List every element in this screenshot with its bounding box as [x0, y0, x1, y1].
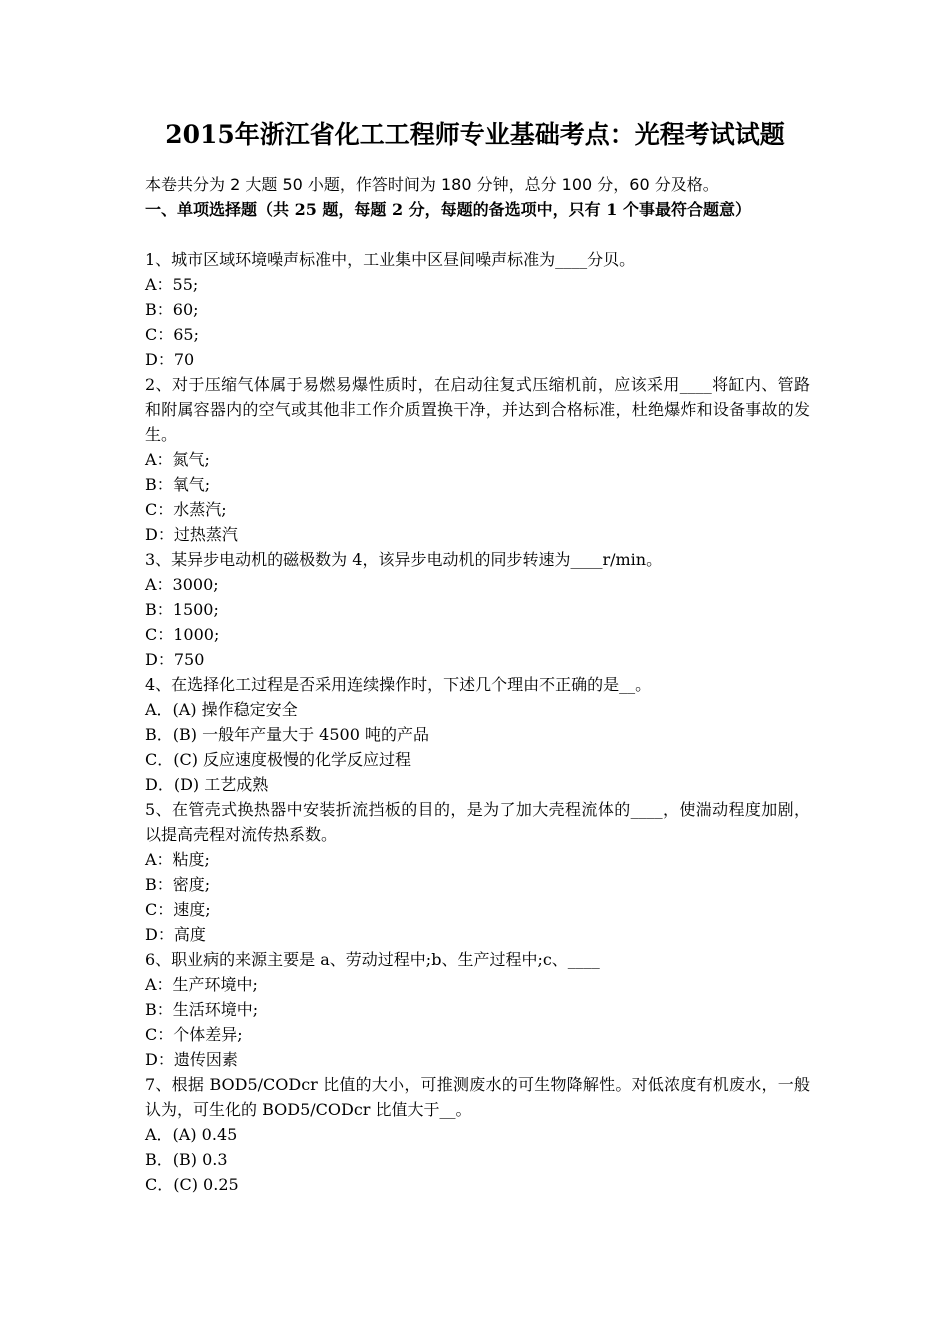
question-item	[145, 247, 810, 372]
document-title: 2015年浙江省化工工程师专业基础考点：光程考试试题	[165, 120, 785, 149]
answer-option: D．(D) 工艺成熟	[145, 775, 269, 794]
question-stem: 7、根据 BOD5/CODcr 比值的大小，可推测废水的可生物降解性。对低浓度有机废水，一般认为，可生化的 BOD5/CODcr 比值大于__。	[145, 1075, 810, 1119]
answer-option: C：个体差异;	[145, 1025, 243, 1044]
answer-option: A：粘度;	[145, 850, 210, 869]
question-item	[145, 372, 810, 547]
answer-option: C．(C) 0.25	[145, 1175, 239, 1194]
section-heading: 一、单项选择题（共 25 题，每题 2 分，每题的备选项中，只有 1 个事最符合题意）	[145, 200, 751, 219]
answer-option: B：60;	[145, 300, 199, 319]
question-item	[145, 547, 810, 672]
answer-option: D：过热蒸汽	[145, 525, 238, 544]
answer-option: D：70	[145, 350, 195, 369]
question-item	[145, 797, 810, 947]
question-stem: 4、在选择化工过程是否采用连续操作时，下述几个理由不正确的是__。	[145, 675, 652, 694]
answer-option: A：氮气;	[145, 450, 210, 469]
answer-option: D：遗传因素	[145, 1050, 238, 1069]
answer-option: A：生产环境中;	[145, 975, 258, 994]
question-stem: 1、城市区域环境噪声标准中，工业集中区昼间噪声标准为____分贝。	[145, 250, 636, 269]
answer-option: A．(A) 操作稳定安全	[145, 700, 298, 719]
answer-option: B：1500;	[145, 600, 219, 619]
question-list	[145, 247, 810, 1197]
answer-option: A．(A) 0.45	[145, 1125, 238, 1144]
question-item	[145, 1072, 810, 1197]
question-stem: 3、某异步电动机的磁极数为 4，该异步电动机的同步转速为____r/min。	[145, 550, 663, 569]
answer-option: C：水蒸汽;	[145, 500, 227, 519]
answer-option: B．(B) 0.3	[145, 1150, 228, 1169]
answer-option: B．(B) 一般年产量大于 4500 吨的产品	[145, 725, 429, 744]
answer-option: C．(C) 反应速度极慢的化学反应过程	[145, 750, 412, 769]
question-stem: 5、在管壳式换热器中安装折流挡板的目的，是为了加大壳程流体的____，使湍动程度加剧，以提高壳程对流传热系数。	[145, 800, 810, 844]
answer-option: C：1000;	[145, 625, 220, 644]
answer-option: D：750	[145, 650, 205, 669]
answer-option: B：密度;	[145, 875, 211, 894]
answer-option: A：55;	[145, 275, 199, 294]
question-stem: 6、职业病的来源主要是 a、劳动过程中;b、生产过程中;c、____	[145, 950, 600, 969]
question-item	[145, 947, 810, 1072]
question-stem: 2、对于压缩气体属于易燃易爆性质时，在启动往复式压缩机前，应该采用____将缸内、管路和附属容器内的空气或其他非工作介质置换干净，并达到合格标准，杜绝爆炸和设备事故的发生。	[145, 375, 810, 444]
answer-option: C：速度;	[145, 900, 211, 919]
answer-option: B：生活环境中;	[145, 1000, 259, 1019]
answer-option: B：氧气;	[145, 475, 211, 494]
answer-option: D：高度	[145, 925, 206, 944]
answer-option: C：65;	[145, 325, 199, 344]
exam-instructions: 本卷共分为 2 大题 50 小题，作答时间为 180 分钟，总分 100 分，60 分及格。	[145, 175, 719, 194]
answer-option: A：3000;	[145, 575, 219, 594]
question-item	[145, 672, 810, 797]
